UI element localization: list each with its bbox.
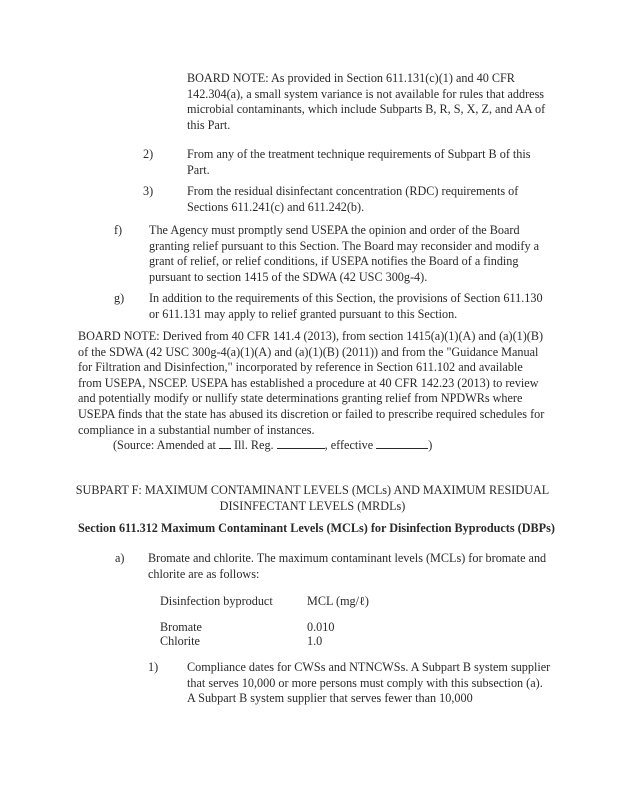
section-heading: Section 611.312 Maximum Contaminant Levels (MCLs) for Disinfection Byproducts (DBPs) [78, 521, 555, 535]
para-g-text: In addition to the requirements of this Section, the provisions of Section 611.130 or 611.131 may apply to relief granted pursuant to this Section. [149, 291, 543, 321]
blank-line [376, 438, 428, 449]
source-suffix: , effective [324, 438, 374, 452]
list-marker-3: 3) [143, 184, 154, 198]
source-prefix: (Source: Amended at [113, 438, 216, 452]
para-a-marker: a) [115, 551, 125, 565]
source-note [113, 438, 543, 454]
table-header-byproduct: Disinfection byproduct [160, 594, 273, 608]
blank-line [219, 438, 231, 449]
board-note-main: BOARD NOTE: Derived from 40 CFR 141.4 (2013), from section 1415(a)(1)(A) and (a)(1)(B) of the SDWA (42 USC 300g-4(a)(1)(A) and (a)(1)(B) (2011)) and from the "Guidance Manual for Filtration and Disinfection," incorporated by reference in Section 611.102 and available from USEPA, NSCEP. USEPA has established a procedure at 40 CFR 142.23 (2013) to review and potentially modify or nullify state determinations granting relief from NPDWRs where USEPA finds that the state has abused its discretion or failed to prescribe required schedules for compliance in a substantial number of instances. [78, 329, 545, 437]
board-note-top: BOARD NOTE: As provided in Section 611.131(c)(1) and 40 CFR 142.304(a), a small system variance is not available for rules that address microbial contaminants, which include Subparts B, R, S, X, Z, and AA of this Part. [187, 71, 546, 132]
list-marker-2: 2) [143, 147, 154, 161]
table-cell: Chlorite [160, 634, 200, 648]
para-a1-marker: 1) [148, 660, 159, 674]
para-g-marker: g) [114, 291, 125, 305]
list-item-2-text: From any of the treatment technique requirements of Subpart B of this Part. [187, 147, 531, 177]
source-mid: Ill. Reg. [233, 438, 274, 452]
table-cell: 0.010 [307, 620, 335, 634]
table-header-mcl: MCL (mg/ℓ) [307, 594, 369, 608]
para-f-text: The Agency must promptly send USEPA the opinion and order of the Board granting relief pursuant to this Section. The Board may reconsider and modify a grant of relief, or relief conditions, if USEPA notifies the Board of a finding pursuant to section 1415 of the SDWA (42 USC 300g-4). [149, 223, 540, 284]
subpart-heading: SUBPART F: MAXIMUM CONTAMINANT LEVELS (MCLs) AND MAXIMUM RESIDUAL DISINFECTANT LEVELS (MRDLs) [75, 483, 550, 513]
list-item-3-text: From the residual disinfectant concentration (RDC) requirements of Sections 611.241(c) and 611.242(b). [187, 184, 519, 214]
para-a-text: Bromate and chlorite. The maximum contaminant levels (MCLs) for bromate and chlorite are as follows: [148, 551, 547, 581]
para-a1-text: Compliance dates for CWSs and NTNCWSs. A Subpart B system supplier that serves 10,000 or more persons must comply with this subsection (a). A Subpart B system supplier that serves fewer than 10,000 [187, 660, 551, 706]
blank-line [277, 438, 325, 449]
table-cell: Bromate [160, 620, 202, 634]
para-f-marker: f) [114, 223, 123, 237]
source-close: ) [428, 438, 433, 452]
table-cell: 1.0 [307, 634, 323, 648]
